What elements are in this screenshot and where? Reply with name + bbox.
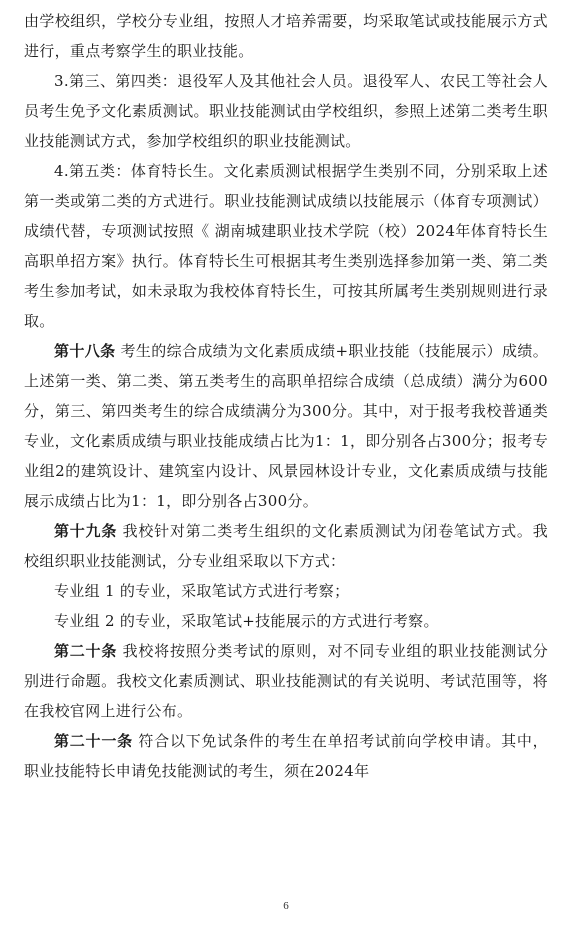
article-18 (24, 336, 548, 516)
page-number: 6 (283, 900, 289, 912)
paragraph-text: 4.第五类：体育特长生。文化素质测试根据学生类别不同，分别采取上述第一类或第二类的方式进行。职业技能测试成绩以技能展示（体育专项测试）成绩代替，专项测试按照《 湖南城建职业技术学院（校）2024年体育特长生高职单招方案》执行。体育特长生可根据其考生类别选择参加第一类、第二类考生参加考试，如未录取为我校体育特长生，可按其所属考生类别规则进行录取。 (24, 162, 548, 330)
paragraph-continuation (24, 6, 548, 66)
article-21 (24, 726, 548, 786)
paragraph-text: 考生的综合成绩为文化素质成绩+职业技能（技能展示）成绩。上述第一类、第二类、第五类考生的高职单招综合成绩（总成绩）满分为600分，第三、第四类考生的综合成绩满分为300分。其中，对于报考我校普通类专业，文化素质成绩与职业技能成绩占比为1：1，即分别各占300分；报考专业组2的建筑设计、建筑室内设计、风景园林设计专业，文化素质成绩与技能展示成绩占比为1：1，即分别各占300分。 (24, 342, 548, 510)
article-19 (24, 516, 548, 576)
article-heading: 第十九条 (54, 522, 118, 540)
paragraph-text: 3.第三、第四类：退役军人及其他社会人员。退役军人、农民工等社会人员考生免予文化素质测试。职业技能测试由学校组织，参照上述第二类考生职业技能测试方式，参加学校组织的职业技能测试。 (24, 72, 548, 150)
article-heading: 第二十条 (54, 642, 118, 660)
paragraph-item-3 (24, 66, 548, 156)
group-1-line (24, 576, 548, 606)
paragraph-text: 我校针对第二类考生组织的文化素质测试为闭卷笔试方式。我校组织职业技能测试，分专业组采取以下方式： (24, 522, 549, 570)
paragraph-text: 由学校组织，学校分专业组，按照人才培养需要，均采取笔试或技能展示方式进行，重点考察学生的职业技能。 (24, 12, 548, 60)
paragraph-text: 专业组 1 的专业，采取笔试方式进行考察； (54, 582, 350, 600)
paragraph-text: 专业组 2 的专业，采取笔试+技能展示的方式进行考察。 (54, 612, 439, 630)
document-body (24, 6, 548, 786)
article-heading: 第十八条 (54, 342, 116, 360)
group-2-line (24, 606, 548, 636)
paragraph-item-4 (24, 156, 548, 336)
paragraph-text: 符合以下免试条件的考生在单招考试前向学校申请。其中，职业技能特长申请免技能测试的考生，须在2024年 (24, 732, 548, 780)
article-20 (24, 636, 548, 726)
paragraph-text: 我校将按照分类考试的原则，对不同专业组的职业技能测试分别进行命题。我校文化素质测试、职业技能测试的有关说明、考试范围等，将在我校官网上进行公布。 (24, 642, 549, 720)
article-heading: 第二十一条 (54, 732, 133, 750)
